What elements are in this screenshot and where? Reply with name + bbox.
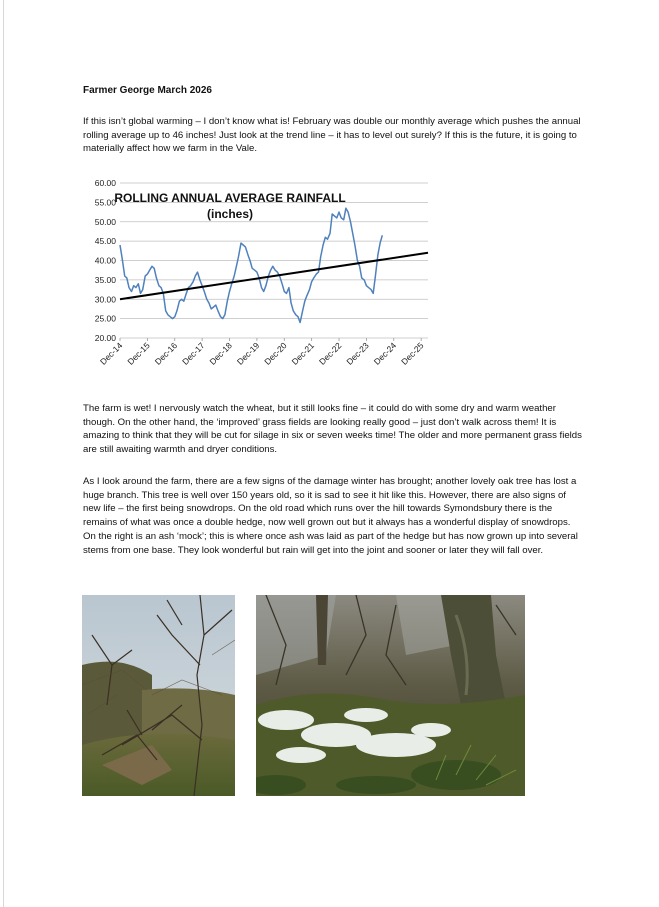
x-tick-label: Dec-23 bbox=[344, 340, 371, 367]
x-tick-label: Dec-19 bbox=[234, 340, 262, 367]
x-tick-label: Dec-17 bbox=[180, 340, 207, 367]
x-tick-label: Dec-18 bbox=[207, 340, 234, 367]
page-edge bbox=[3, 0, 4, 907]
paragraph-intro: If this isn’t global warming – I don’t know what is! February was double our monthly average which pushes the annual rolling average up to 46 inches! Just look at the trend line – it has to level out surely? If this is the future, it is going to materially affect how we farm in the Vale. bbox=[83, 116, 581, 155]
chart-lines bbox=[120, 208, 428, 322]
chart-y-ticks bbox=[95, 178, 117, 343]
y-tick-label: 20.00 bbox=[94, 333, 116, 343]
photo-snowdrops-woodland bbox=[256, 595, 525, 796]
y-tick-label: 55.00 bbox=[94, 197, 116, 208]
y-tick-label: 60.00 bbox=[94, 178, 116, 188]
y-tick-label: 50.00 bbox=[94, 216, 116, 227]
x-tick-label: Dec-21 bbox=[289, 340, 317, 367]
chart-x-ticks bbox=[98, 338, 426, 367]
paragraph-farm-wet: The farm is wet! I nervously watch the wheat, but it still looks fine – it could do with some dry and warm weather though. On the other hand, the ‘improved’ grass fields are looking really good – just don’t walk across them! It is amazing to think that they will be cut for silage in six or seven weeks time! The older and more permanent grass fields are still awaiting warmth and dryer conditions. bbox=[83, 403, 582, 456]
x-tick-label: Dec-16 bbox=[152, 340, 180, 367]
y-tick-label: 30.00 bbox=[94, 294, 116, 305]
x-tick-label: Dec-14 bbox=[97, 340, 125, 367]
chart-title: ROLLING ANNUAL AVERAGE RAINFALL bbox=[114, 191, 346, 205]
x-tick-label: Dec-20 bbox=[262, 340, 289, 367]
x-tick-label: Dec-24 bbox=[371, 340, 399, 367]
y-tick-label: 40.00 bbox=[94, 255, 116, 266]
y-tick-label: 45.00 bbox=[94, 236, 116, 247]
photo-hedge-branches bbox=[82, 595, 235, 796]
y-tick-label: 35.00 bbox=[94, 274, 116, 285]
x-tick-label: Dec-15 bbox=[125, 340, 152, 367]
chart-subtitle: (inches) bbox=[206, 207, 254, 221]
x-tick-label: Dec-25 bbox=[399, 340, 426, 367]
rainfall-chart bbox=[80, 175, 440, 385]
paragraph-winter-damage: As I look around the farm, there are a few signs of the damage winter has brought; another lovely oak tree has lost a huge branch. This tree is well over 150 years old, so it is sad to see it hit like this. However, there are also signs of new life – the first being snowdrops. On the old road which runs over the hill towards Symondsbury there is the remains of what was once a double hedge, now well grown out but it always has a wonderful display of snowdrops. On the right is an ash ‘mock’; this is where once ash was laid as part of the hedge but has now grown up into several stems from one base. They look wonderful but rain will get into the joint and sooner or later they will fall over. bbox=[83, 476, 578, 556]
article-title: Farmer George March 2026 bbox=[83, 85, 212, 96]
x-tick-label: Dec-22 bbox=[316, 340, 344, 367]
y-tick-label: 25.00 bbox=[94, 313, 116, 324]
trend-line bbox=[120, 253, 428, 300]
